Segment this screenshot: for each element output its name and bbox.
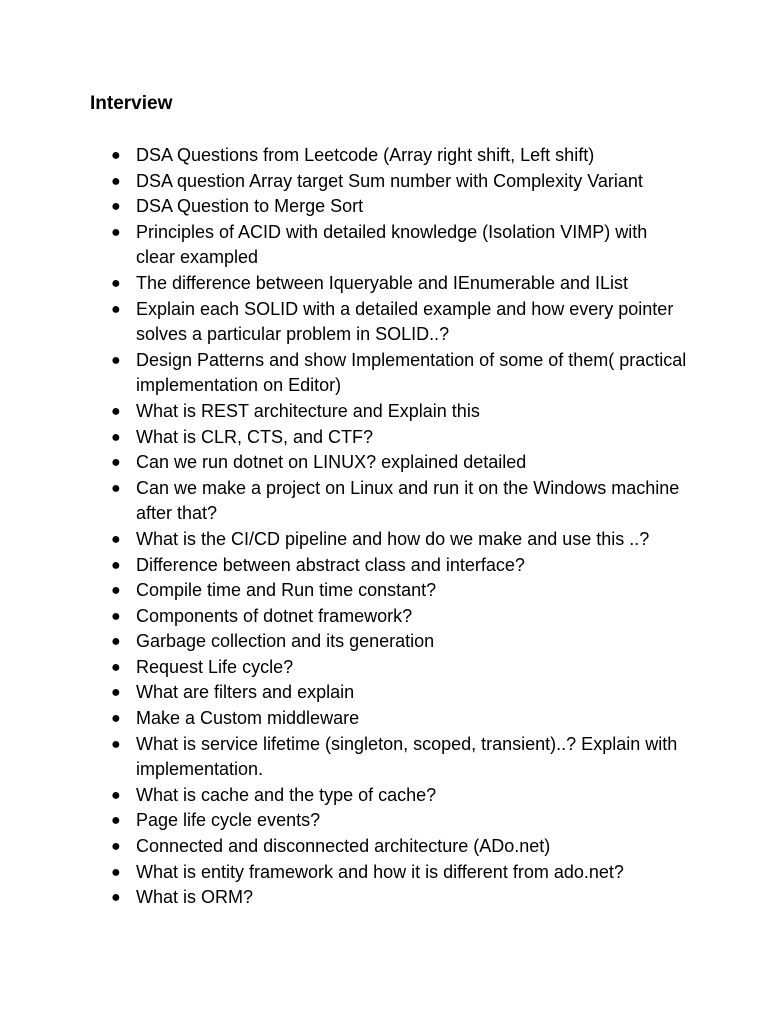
list-item <box>0 885 768 911</box>
list-item-text: Compile time and Run time constant? <box>136 580 437 601</box>
bullet-icon: ● <box>111 582 121 600</box>
bullet-icon: ● <box>111 786 121 804</box>
list-item <box>0 808 768 834</box>
list-item-text: The difference between Iqueryable and IEnumerable and IList <box>136 272 628 293</box>
list-item <box>0 297 768 348</box>
bullet-icon: ● <box>111 863 121 881</box>
list-item <box>0 655 768 681</box>
list-item <box>0 604 768 630</box>
list-item <box>0 476 768 527</box>
list-item-text: Make a Custom middleware <box>136 708 360 729</box>
list-item-text: What is cache and the type of cache? <box>136 784 437 805</box>
bullet-icon: ● <box>111 658 121 676</box>
bullet-icon: ● <box>111 198 121 216</box>
list-item <box>0 578 768 604</box>
bullet-icon: ● <box>111 710 121 728</box>
list-item-text: Explain each SOLID with a detailed example and how every pointer solves a particular problem in SOLID..? <box>136 298 674 345</box>
list-item <box>0 169 768 195</box>
bullet-icon: ● <box>111 351 121 369</box>
list-item <box>0 143 768 169</box>
list-item-text: What is CLR, CTS, and CTF? <box>136 426 374 447</box>
list-item-text: Difference between abstract class and interface? <box>136 554 525 575</box>
list-item-text: Garbage collection and its generation <box>136 631 435 652</box>
list-item <box>0 194 768 220</box>
bullet-icon: ● <box>111 147 121 164</box>
bullet-icon: ● <box>111 838 121 856</box>
list-item-text: DSA Question to Merge Sort <box>136 196 364 217</box>
list-item-text: Components of dotnet framework? <box>136 605 413 626</box>
bullet-icon: ● <box>111 735 121 753</box>
list-item-text: Can we make a project on Linux and run it on the Windows machine after that? <box>136 477 680 524</box>
list-item-text: DSA question Array target Sum number with Complexity Variant <box>136 170 643 191</box>
list-item-text: What is entity framework and how it is different from ado.net? <box>136 861 624 882</box>
bullet-icon: ● <box>111 300 121 318</box>
bullet-icon: ● <box>111 454 121 472</box>
list-item <box>0 271 768 297</box>
list-item-text: Principles of ACID with detailed knowledge (Isolation VIMP) with clear exampled <box>136 221 648 268</box>
list-item <box>0 732 768 783</box>
bullet-icon: ● <box>111 684 121 702</box>
list-item <box>0 706 768 732</box>
list-item <box>0 860 768 886</box>
bullet-icon: ● <box>111 274 121 292</box>
bullet-icon: ● <box>111 479 121 497</box>
list-item <box>0 450 768 476</box>
list-item-text: What is ORM? <box>136 887 254 908</box>
bullet-icon: ● <box>111 172 121 190</box>
list-item-text: What is the CI/CD pipeline and how do we make and use this ..? <box>136 528 650 549</box>
list-item <box>0 553 768 579</box>
list-item-text: What are filters and explain <box>136 682 355 703</box>
list-item <box>0 425 768 451</box>
list-item <box>0 220 768 271</box>
bullet-icon: ● <box>111 633 121 651</box>
list-item-text: Page life cycle events? <box>136 810 321 831</box>
list-item <box>0 348 768 399</box>
bullet-icon: ● <box>111 607 121 625</box>
bullet-icon: ● <box>111 812 121 830</box>
list-item-text: Connected and disconnected architecture (ADo.net) <box>136 836 551 857</box>
bullet-icon: ● <box>111 889 121 907</box>
bullet-icon: ● <box>111 402 121 420</box>
list-item <box>0 527 768 553</box>
question-list <box>0 143 768 911</box>
list-item-text: What is REST architecture and Explain this <box>136 400 480 421</box>
list-item <box>0 399 768 425</box>
list-item <box>0 783 768 809</box>
list-item-text: What is service lifetime (singleton, scoped, transient)..? Explain with implementation. <box>136 733 678 780</box>
list-item-text: Design Patterns and show Implementation of some of them( practical implementation on Editor) <box>136 349 687 396</box>
list-item <box>0 680 768 706</box>
list-item <box>0 629 768 655</box>
bullet-icon: ● <box>111 530 121 548</box>
list-item-text: DSA Questions from Leetcode (Array right shift, Left shift) <box>136 145 595 165</box>
list-item-text: Request Life cycle? <box>136 656 294 677</box>
list-item <box>0 834 768 860</box>
bullet-icon: ● <box>111 556 121 574</box>
page-title: Interview <box>90 93 173 114</box>
list-item-text: Can we run dotnet on LINUX? explained detailed <box>136 452 527 473</box>
bullet-icon: ● <box>111 428 121 446</box>
bullet-icon: ● <box>111 223 121 241</box>
